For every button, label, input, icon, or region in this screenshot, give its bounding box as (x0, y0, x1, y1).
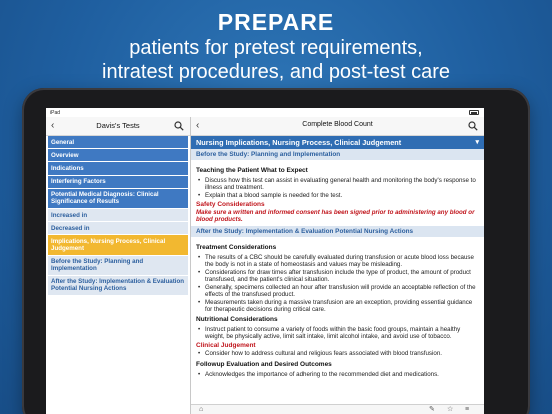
sidebar-title: Davis's Tests (96, 121, 140, 130)
sidebar-item-general[interactable]: General (48, 136, 188, 149)
section-header[interactable] (191, 136, 484, 149)
followup-heading: Followup Evaluation and Desired Outcomes (196, 360, 332, 368)
sidebar-item-interfering-factors[interactable]: Interfering Factors (48, 176, 188, 189)
battery-icon (469, 110, 479, 115)
status-bar (46, 108, 484, 117)
clinical-heading: Clinical Judgement (196, 342, 256, 350)
nutrition-list (196, 326, 479, 340)
sidebar (46, 117, 191, 414)
hero-line-1: patients for pretest requirements, (129, 37, 423, 59)
safety-text: Make sure a written and informed consent has been signed prior to administering any blood or blood products. (196, 209, 475, 224)
sidebar-menu (46, 136, 190, 296)
list-item: • Consider how to address cultural and religious fears associated with blood transfusion. (196, 350, 479, 357)
sidebar-item-potential-diagnosis[interactable]: Potential Medical Diagnosis: Clinical Significance of Results (48, 189, 188, 209)
search-icon[interactable] (174, 121, 184, 131)
clinical-list (196, 350, 479, 357)
chevron-down-icon[interactable]: ▾ (475, 139, 479, 146)
nutrition-heading: Nutritional Considerations (196, 316, 278, 324)
sidebar-item-before-study[interactable]: Before the Study: Planning and Implementation (48, 256, 188, 276)
sidebar-item-increased-in[interactable]: Increased in (48, 209, 188, 222)
menu-icon[interactable]: ≡ (465, 406, 470, 413)
hero-title: PREPARE (217, 9, 335, 35)
treatment-heading: Treatment Considerations (196, 243, 277, 251)
after-study-bar: After the Study: Implementation & Evaluation Potential Nursing Actions (191, 226, 484, 237)
list-item: • Measurements taken during a massive transfusion are an exception, providing essential guidance for therapeutic decisions during critical care. (196, 299, 479, 313)
star-icon[interactable]: ☆ (447, 406, 454, 413)
list-item: • Explain that a blood sample is needed for the test. (196, 192, 479, 199)
tablet-screen (46, 108, 484, 414)
teaching-heading: Teaching the Patient What to Expect (196, 167, 308, 174)
hero-banner (0, 8, 552, 84)
section-title: Nursing Implications, Nursing Process, Clinical Judgement (196, 138, 402, 147)
list-item: • Discuss how this test can assist in evaluating general health and monitoring the body's response to illness and treatment. (196, 177, 479, 191)
teaching-list (196, 177, 479, 199)
list-item: • Instruct patient to consume a variety of foods within the basic food groups, maintain a healthy weight, be physically active, limit salt intake, limit alcohol intake, and avoid use of tobacco. (196, 326, 479, 340)
home-icon[interactable]: ⌂ (199, 406, 204, 413)
bottom-toolbar (191, 404, 484, 414)
list-item: • Generally, specimens collected an hour after transfusion will provide an acceptable reflection of the effects of the transfused product. (196, 284, 479, 298)
before-study-bar: Before the Study: Planning and Implementation (191, 149, 484, 160)
hero-line-2: intratest procedures, and post-test care (102, 61, 450, 83)
back-chevron-icon[interactable]: ‹ (51, 120, 55, 131)
search-icon[interactable] (468, 121, 478, 131)
main-panel (191, 117, 484, 414)
tag-icon[interactable]: ✎ (429, 406, 435, 413)
sidebar-item-decreased-in[interactable]: Decreased in (48, 222, 188, 235)
sidebar-item-after-study[interactable]: After the Study: Implementation & Evaluation Potential Nursing Actions (48, 276, 188, 296)
content-after (191, 237, 484, 378)
content-before (191, 160, 484, 224)
main-navbar (191, 117, 484, 136)
treatment-list (196, 254, 479, 313)
sidebar-item-overview[interactable]: Overview (48, 149, 188, 162)
list-item: • Acknowledges the importance of adhering to the recommended diet and medications. (196, 371, 479, 378)
list-item: • The results of a CBC should be carefully evaluated during transfusion or acute blood loss because the body is not in a state of homeostasis and values may be misleading. (196, 254, 479, 268)
sidebar-item-indications[interactable]: Indications (48, 162, 188, 175)
followup-list (196, 371, 479, 378)
carrier-label: iPad (50, 109, 61, 116)
back-chevron-icon[interactable]: ‹ (196, 120, 200, 131)
sidebar-item-implications[interactable]: Implications, Nursing Process, Clinical Judgement (48, 235, 188, 255)
safety-heading: Safety Considerations (196, 201, 265, 209)
list-item: • Considerations for draw times after transfusion include the type of product, the amount of product transfused, and the patient's clinical situation. (196, 269, 479, 283)
page-title: Complete Blood Count (302, 121, 373, 128)
sidebar-navbar (46, 117, 190, 136)
